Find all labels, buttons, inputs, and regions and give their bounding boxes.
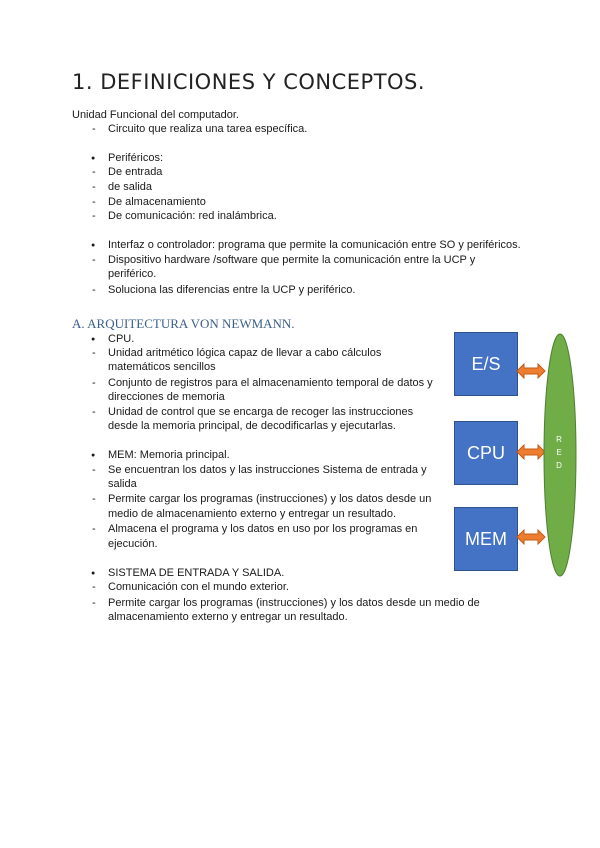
list-item: Unidad aritmético lógica capaz de llevar a cabo cálculos — [108, 347, 382, 359]
list-item: Dispositivo hardware /software que permite la comunicación entre la UCP y — [108, 254, 476, 266]
list-item: Se encuentran los datos y las instrucciones Sistema de entrada y — [108, 464, 427, 476]
list-item-cont: matemáticos sencillos — [108, 361, 216, 373]
es-box: E/S — [454, 332, 518, 396]
dash-bullet — [92, 346, 104, 361]
section-heading: A. ARQUITECTURA VON NEWMANN. — [72, 316, 295, 331]
cpu-heading: CPU. — [108, 333, 135, 345]
list-item: Permite cargar los programas (instrucciones) y los datos desde un — [108, 493, 432, 505]
list-item-cont: almacenamiento externo y entregar un resultado. — [108, 611, 348, 623]
list-item: de salida — [108, 181, 153, 193]
list-item: De entrada — [108, 166, 163, 178]
dash-bullet — [92, 195, 104, 210]
list-item: Permite cargar los programas (instrucciones) y los datos desde un medio de — [108, 597, 480, 609]
list-item: Soluciona las diferencias entre la UCP y periférico. — [108, 284, 356, 296]
list-item: Comunicación con el mundo exterior. — [108, 581, 289, 593]
perifericos-heading: Periféricos: — [108, 152, 164, 164]
intro-text: Unidad Funcional del computador. — [72, 109, 239, 121]
interfaz-heading: Interfaz o controlador: programa que permite la comunicación entre SO y periféricos. — [108, 239, 521, 251]
es-heading: SISTEMA DE ENTRADA Y SALIDA. — [108, 567, 285, 579]
dash-bullet — [92, 492, 104, 507]
dash-bullet — [92, 253, 104, 268]
dash-bullet — [92, 596, 104, 611]
bus-letter: E — [556, 448, 562, 457]
bus-letter: D — [556, 461, 562, 470]
dash-bullet — [92, 122, 104, 137]
bus-letter: R — [556, 435, 562, 444]
list-item-cont: salida — [108, 478, 137, 490]
double-arrow-icon — [516, 529, 546, 545]
dash-bullet — [92, 522, 104, 537]
dash-bullet — [92, 180, 104, 195]
list-item-cont: desde la memoria principal, de decodificarlas y ejecutarlas. — [108, 420, 396, 432]
list-item-cont: periférico. — [108, 268, 157, 280]
cpu-box: CPU — [454, 421, 518, 485]
dash-bullet — [92, 580, 104, 595]
list-item: Unidad de control que se encarga de recoger las instrucciones — [108, 406, 414, 418]
red-bus-label — [552, 433, 566, 472]
list-item: Almacena el programa y los datos en uso por los programas en — [108, 523, 418, 535]
mem-box: MEM — [454, 507, 518, 571]
list-item-cont: medio de almacenamiento externo y entregar un resultado. — [108, 508, 397, 520]
dash-bullet — [92, 283, 104, 298]
dash-bullet — [92, 405, 104, 420]
list-item-cont: direcciones de memoria — [108, 391, 225, 403]
dash-bullet — [92, 165, 104, 180]
dash-bullet — [92, 376, 104, 391]
mem-heading: MEM: Memoria principal. — [108, 449, 230, 461]
dash-bullet — [92, 209, 104, 224]
double-arrow-icon — [516, 444, 546, 460]
list-item: Circuito que realiza una tarea específica. — [108, 123, 308, 135]
dash-bullet — [92, 463, 104, 478]
double-arrow-icon — [516, 363, 546, 379]
list-item: De almacenamiento — [108, 196, 206, 208]
list-item-cont: ejecución. — [108, 538, 158, 550]
list-item: De comunicación: red inalámbrica. — [108, 210, 277, 222]
list-item: Conjunto de registros para el almacenamiento temporal de datos y — [108, 377, 433, 389]
page-title: 1. DEFINICIONES Y CONCEPTOS. — [72, 70, 426, 94]
